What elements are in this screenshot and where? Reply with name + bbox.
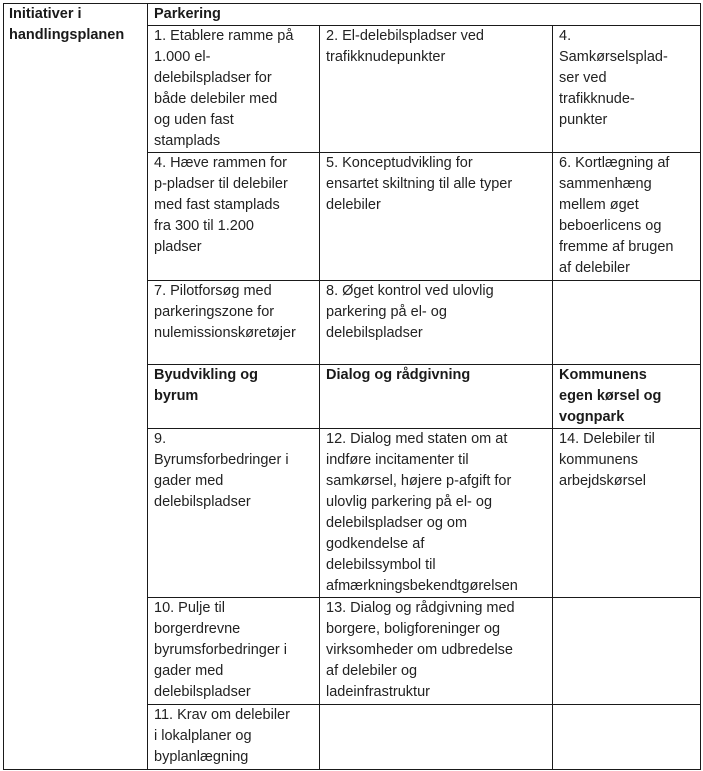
initiative-9: 9. Byrumsforbedringer i gader med delebilspladser <box>148 429 320 598</box>
section-header-dialog: Dialog og rådgivning <box>320 365 553 429</box>
empty-cell-r6 <box>553 598 701 705</box>
section-header-byudvikling: Byudvikling og byrum <box>148 365 320 429</box>
initiative-4-haeve-rammen: 4. Hæve rammen for p-pladser til delebiler med fast stamplads fra 300 til 1.200 pladser <box>148 153 320 281</box>
initiative-12: 12. Dialog med staten om at indføre incitamenter til samkørsel, højere p-afgift for ulovlig parkering på el- og delebilspladser og om godkendelse af delebilssymbol til afmærkningsbekendtgørelsen <box>320 429 553 598</box>
empty-cell-r7-a <box>320 705 553 770</box>
initiative-13: 13. Dialog og rådgivning med borgere, boligforeninger og virksomheder om udbredelse af delebiler og ladeinfrastruktur <box>320 598 553 705</box>
row-label-initiatives: Initiativer i handlingsplanen <box>4 4 148 770</box>
initiative-4-samkorsel: 4. Samkørselsplad- ser ved trafikknude- punkter <box>553 26 701 153</box>
initiative-10: 10. Pulje til borgerdrevne byrumsforbedringer i gader med delebilspladser <box>148 598 320 705</box>
initiative-7: 7. Pilotforsøg med parkeringszone for nulemissionskøretøjer <box>148 281 320 365</box>
initiative-8: 8. Øget kontrol ved ulovlig parkering på el- og delebilspladser <box>320 281 553 365</box>
initiative-2: 2. El-delebilspladser ved trafikknudepunkter <box>320 26 553 153</box>
initiatives-table <box>3 3 701 770</box>
initiative-14: 14. Delebiler til kommunens arbejdskørsel <box>553 429 701 598</box>
initiative-11: 11. Krav om delebiler i lokalplaner og byplanlægning <box>148 705 320 770</box>
initiative-1: 1. Etablere ramme på 1.000 el- delebilspladser for både delebiler med og uden fast stamplads <box>148 26 320 153</box>
initiative-5: 5. Konceptudvikling for ensartet skiltning til alle typer delebiler <box>320 153 553 281</box>
empty-cell-r7-b <box>553 705 701 770</box>
initiative-6: 6. Kortlægning af sammenhæng mellem øget beboerlicens og fremme af brugen af delebiler <box>553 153 701 281</box>
section-header-parkering: Parkering <box>148 4 701 26</box>
empty-cell-r3 <box>553 281 701 365</box>
section-header-kommunens: Kommunens egen kørsel og vognpark <box>553 365 701 429</box>
